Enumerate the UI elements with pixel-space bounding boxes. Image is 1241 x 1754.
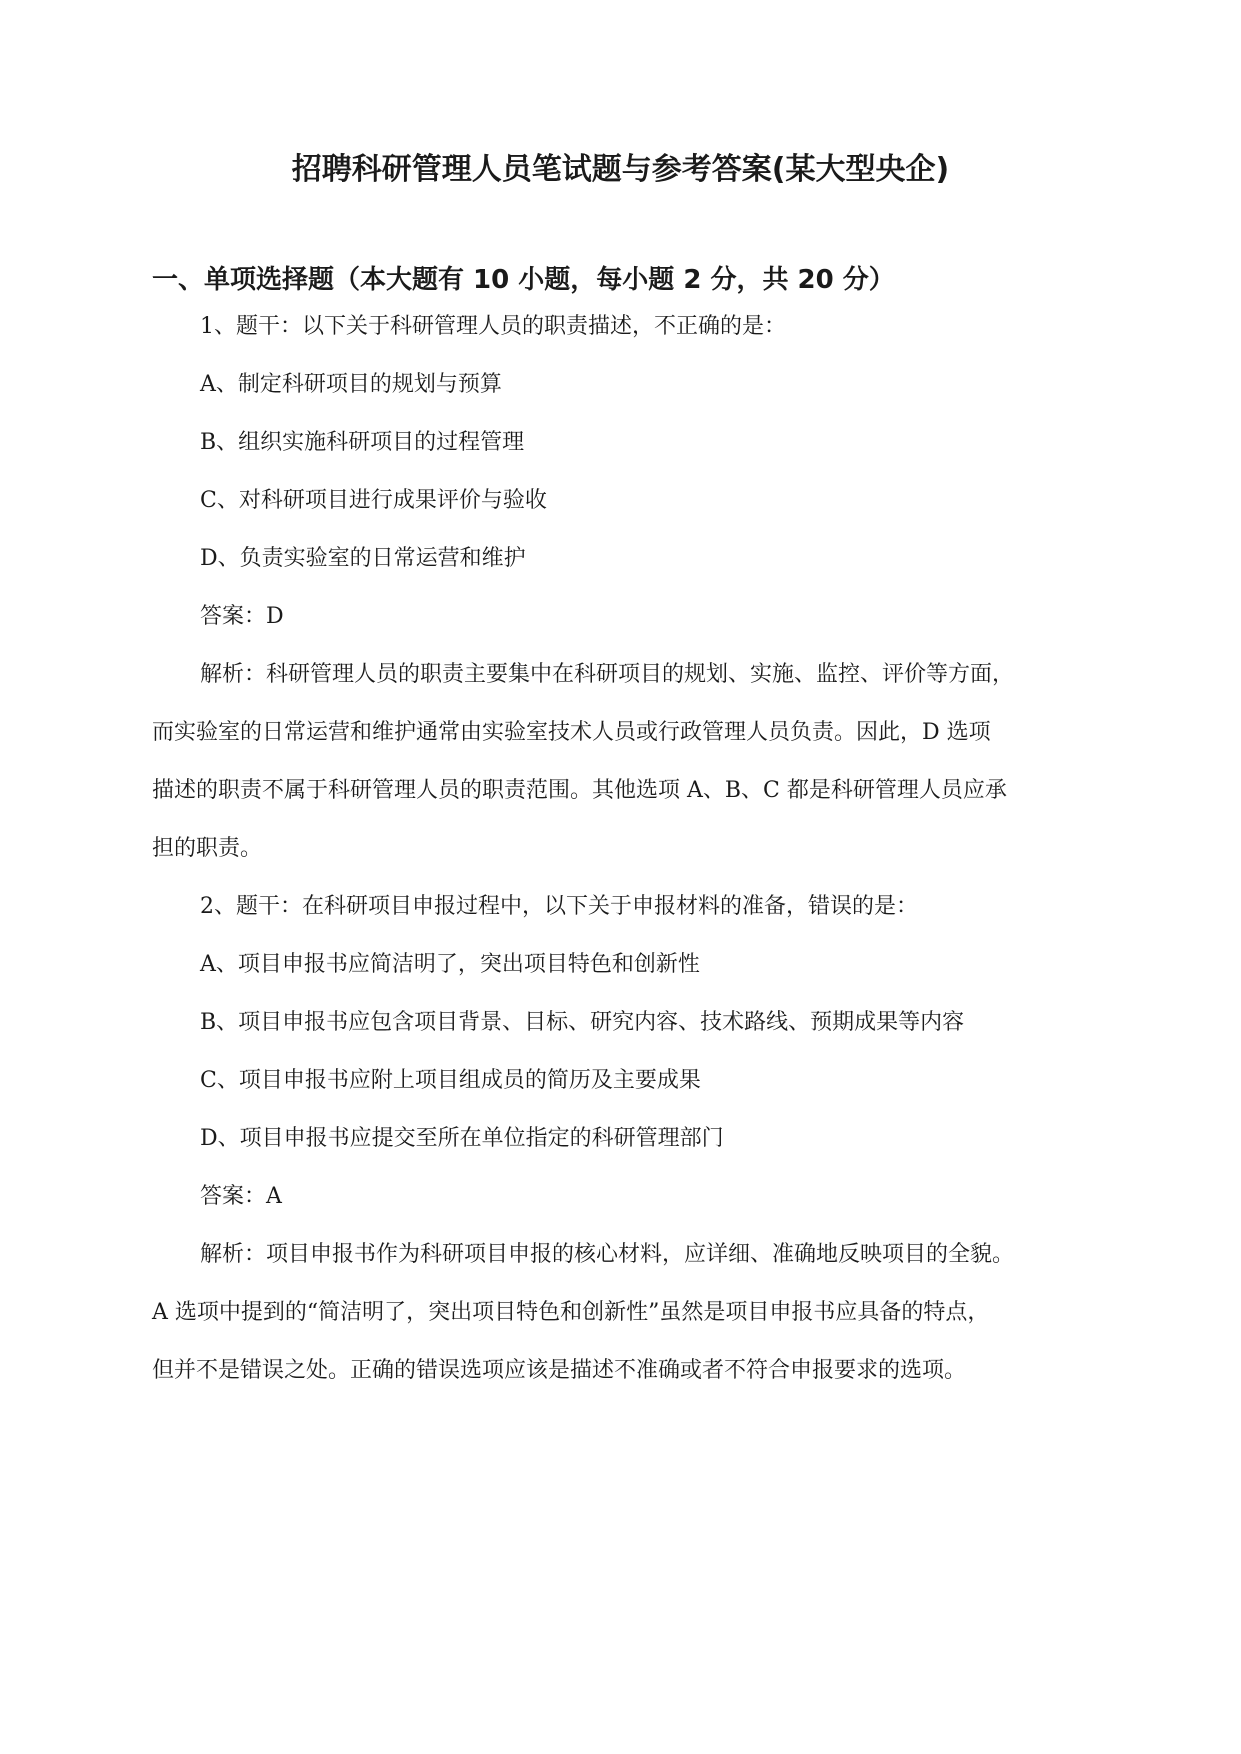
question-2-analysis-line: A 选项中提到的“简洁明了，突出项目特色和创新性”虽然是项目申报书应具备的特点， xyxy=(152,1300,990,1325)
question-1-answer: 答案：D xyxy=(200,604,284,629)
question-2-option-c: C、项目申报书应附上项目组成员的简历及主要成果 xyxy=(200,1068,701,1093)
document-title: 招聘科研管理人员笔试题与参考答案(某大型央企) xyxy=(291,152,950,187)
question-1-analysis-line: 而实验室的日常运营和维护通常由实验室技术人员或行政管理人员负责。因此，D 选项 xyxy=(152,720,991,745)
question-1-analysis-line: 描述的职责不属于科研管理人员的职责范围。其他选项 A、B、C 都是科研管理人员应承 xyxy=(152,778,1007,803)
question-1-analysis-line: 担的职责。 xyxy=(152,836,263,861)
question-2-analysis-line: 但并不是错误之处。正确的错误选项应该是描述不准确或者不符合申报要求的选项。 xyxy=(152,1358,967,1383)
question-1-stem: 1、题干：以下关于科研管理人员的职责描述，不正确的是： xyxy=(200,314,786,339)
question-2-answer: 答案：A xyxy=(200,1184,282,1209)
question-1-option-b: B、组织实施科研项目的过程管理 xyxy=(200,430,525,455)
question-1-option-d: D、负责实验室的日常运营和维护 xyxy=(200,546,526,571)
question-2-option-b: B、项目申报书应包含项目背景、目标、研究内容、技术路线、预期成果等内容 xyxy=(200,1010,965,1035)
section-heading: 一、单项选择题（本大题有 10 小题，每小题 2 分，共 20 分） xyxy=(152,265,895,295)
question-2-analysis-line: 解析：项目申报书作为科研项目申报的核心材料，应详细、准确地反映项目的全貌。 xyxy=(200,1242,1015,1267)
question-2-option-d: D、项目申报书应提交至所在单位指定的科研管理部门 xyxy=(200,1126,724,1151)
question-1-option-c: C、对科研项目进行成果评价与验收 xyxy=(200,488,547,513)
question-2-option-a: A、项目申报书应简洁明了，突出项目特色和创新性 xyxy=(200,952,700,977)
question-2-stem: 2、题干：在科研项目申报过程中，以下关于申报材料的准备，错误的是： xyxy=(200,894,918,919)
question-1-option-a: A、制定科研项目的规划与预算 xyxy=(200,372,502,397)
question-1-analysis-line: 解析：科研管理人员的职责主要集中在科研项目的规划、实施、监控、评价等方面， xyxy=(200,662,1015,687)
